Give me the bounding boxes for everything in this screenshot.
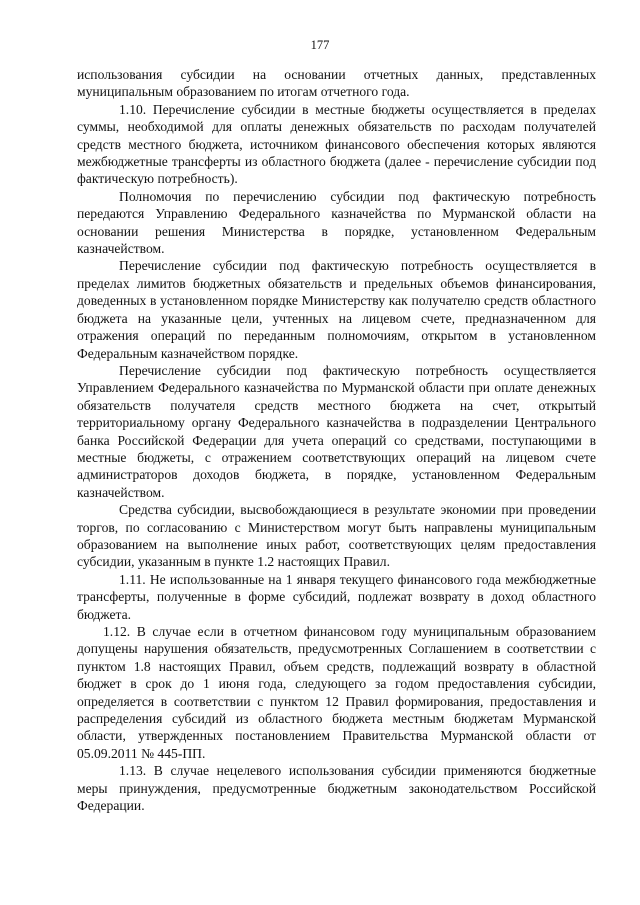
paragraph: 1.13. В случае нецелевого использования субсидии применяются бюджетные меры принуждения, предусмотренные бюджетным законодательством Российской Федерации. [77,763,596,814]
paragraph: 1.12. В случае если в отчетном финансовом году муниципальным образованием допущены нарушения обязательств, предусмотренных Соглашением в соответствии с пунктом 1.8 настоящих Правил, объем средств, подлежащий возврату в областной бюджет в срок до 1 июня года, следующего за годом предоставления субсидии, определяется в соответствии с пунктом 12 Правил формирования, предоставления и распределения субсидий из областного бюджета местным бюджетам Мурманской области, утвержденных постановлением Правительства Мурманской области от 05.09.2011 № 445-ПП. [77,624,596,761]
paragraph: Средства субсидии, высвобождающиеся в результате экономии при проведении торгов, по согласованию с Министерством могут быть направлены муниципальным образованием на выполнение иных работ, соответствующих целям предоставления субсидии, указанным в пункте 1.2 настоящих Правил. [77,502,596,570]
paragraph: 1.11. Не использованные на 1 января текущего финансового года межбюджетные трансферты, полученные в форме субсидий, подлежат возврату в доход областного бюджета. [77,571,596,622]
paragraph: Полномочия по перечислению субсидии под фактическую потребность передаются Управлению Федерального казначейства по Мурманской области на основании решения Министерства в порядке, установленном Федеральным казначейством. [77,188,596,257]
paragraph: 1.10. Перечисление субсидии в местные бюджеты осуществляется в пределах суммы, необходимой для оплаты денежных обязательств по расходам получателей средств местного бюджета, источником финансового обеспечения которых являются межбюджетные трансферты из областного бюджета (далее - перечисление субсидии под фактическую потребность). [77,101,596,187]
page-number: 177 [310,38,330,52]
paragraph: использования субсидии на основании отчетных данных, представленных муниципальным образованием по итогам отчетного года. [77,67,596,100]
paragraph: Перечисление субсидии под фактическую потребность осуществляется Управлением Федерального казначейства по Мурманской области при оплате денежных обязательств получателя средств местного бюджета на счет, открытый территориальному органу Федерального казначейства в подразделении Центрального банка Российской Федерации для учета операций со средствами, поступающими в местные бюджеты, с отражением соответствующих операций на лицевом счете администраторов доходов бюджета, в порядке, установленном Федеральным казначейством. [77,362,596,500]
paragraph: Перечисление субсидии под фактическую потребность осуществляется в пределах лимитов бюджетных обязательств и предельных объемов финансирования, доведенных в установленном порядке Министерству как получателю средств областного бюджета на указанные цели, учтенных на лицевом счете, предназначенном для отражения операций по переданным полномочиям, открытом в установленном Федеральным казначейством порядке. [77,258,596,361]
document-body [77,66,596,814]
